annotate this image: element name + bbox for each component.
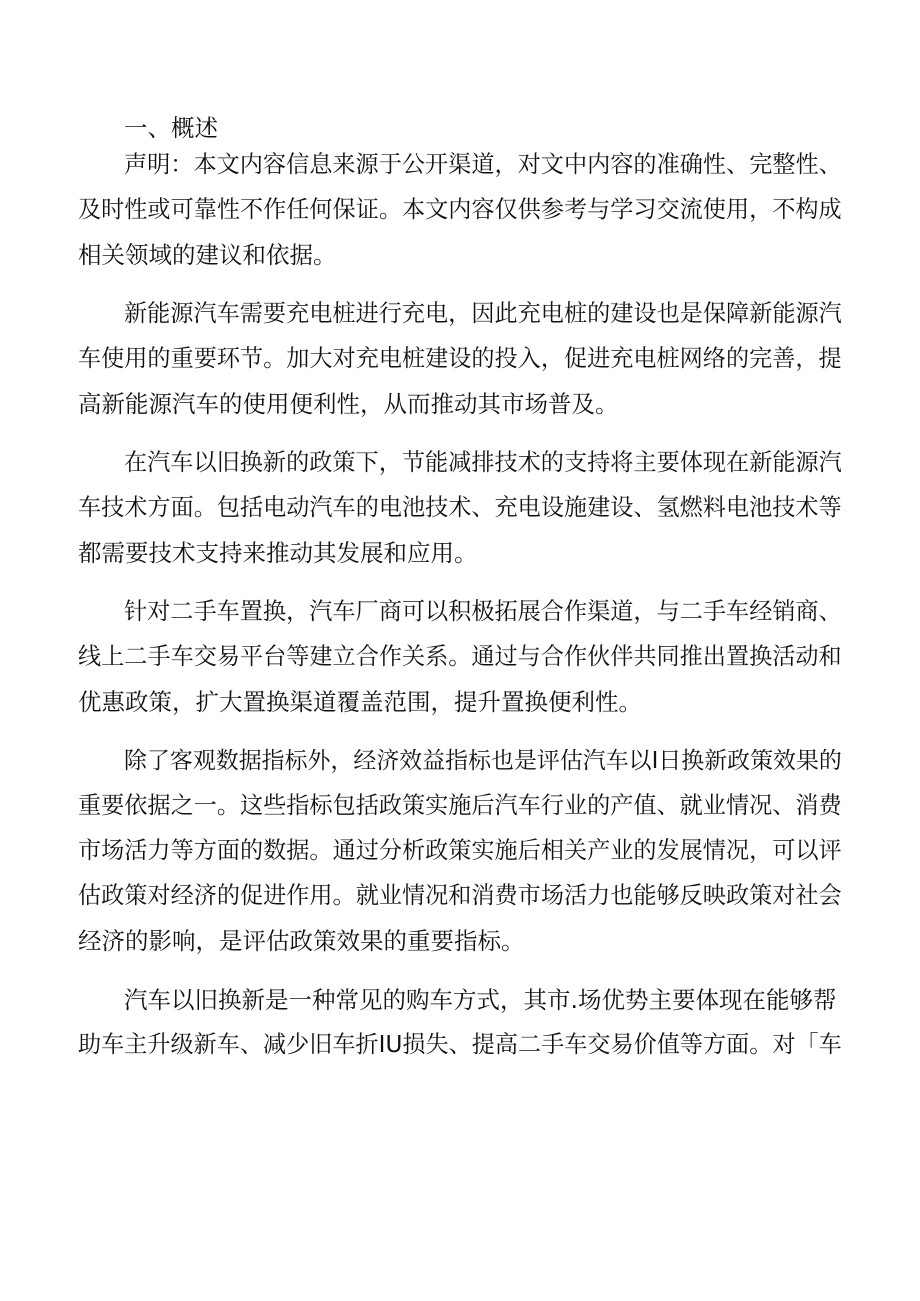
paragraph-line: 车技术方面。包括电动汽车的电池技术、充电设施建设、氢燃料电池技术等 [78,495,842,521]
paragraph-line: 除了客观数据指标外，经济效益指标也是评估汽车以I日换新政策效果的 [124,748,842,774]
paragraph-line: 汽车以旧换新是一种常见的购车方式，其市.场优势主要体现在能够帮 [124,986,837,1014]
paragraph-line: 车使用的重要环节。加大对充电桩建设的投入，促进充电桩网络的完善，提 [78,346,842,372]
paragraph-line: 高新能源汽车的使用便利性，从而推动其市场普及。 [78,390,619,418]
paragraph-line: 线上二手车交易平台等建立合作关系。通过与合作伙伴共同推出置换活动和 [78,644,842,670]
paragraph-line: 估政策对经济的促进作用。就业情况和消费市场活力也能够反映政策对社会 [78,883,842,909]
paragraph-line: 重要依据之一。这些指标包括政策实施后汽车行业的产值、就业情况、消费 [78,793,842,819]
paragraph-line: 声明：本文内容信息来源于公开渠道，对文中内容的准确性、完整性、 [124,152,842,178]
paragraph-line: 针对二手车置换，汽车厂商可以积极拓展合作渠道，与二手车经销商、 [124,599,842,625]
paragraph-line: 助车主升级新车、减少旧车折IU损失、提高二手车交易价值等方面。对「车 [78,1032,842,1058]
section-heading: 一、概述 [124,114,218,142]
paragraph-line: 新能源汽车需要充电桩进行充电，因此充电桩的建设也是保障新能源汽 [124,301,842,327]
paragraph-line: 在汽车以旧换新的政策下，节能减排技术的支持将主要体现在新能源汽 [124,450,842,476]
paragraph-line: 及时性或可靠性不作任何保证。本文内容仅供参考与学习交流使用，不构成 [78,197,842,223]
paragraph-line: 市场活力等方面的数据。通过分析政策实施后相关产业的发展情况，可以评 [78,838,842,864]
paragraph-line: 都需要技术支持来推动其发展和应用。 [78,539,478,567]
paragraph-line: 相关领域的建议和依据。 [78,241,337,269]
paragraph-line: 经济的影响，是评估政策效果的重要指标。 [78,927,525,955]
paragraph-line: 优惠政策，扩大置换渠道覆盖范围，提升置换便利性。 [78,688,642,716]
